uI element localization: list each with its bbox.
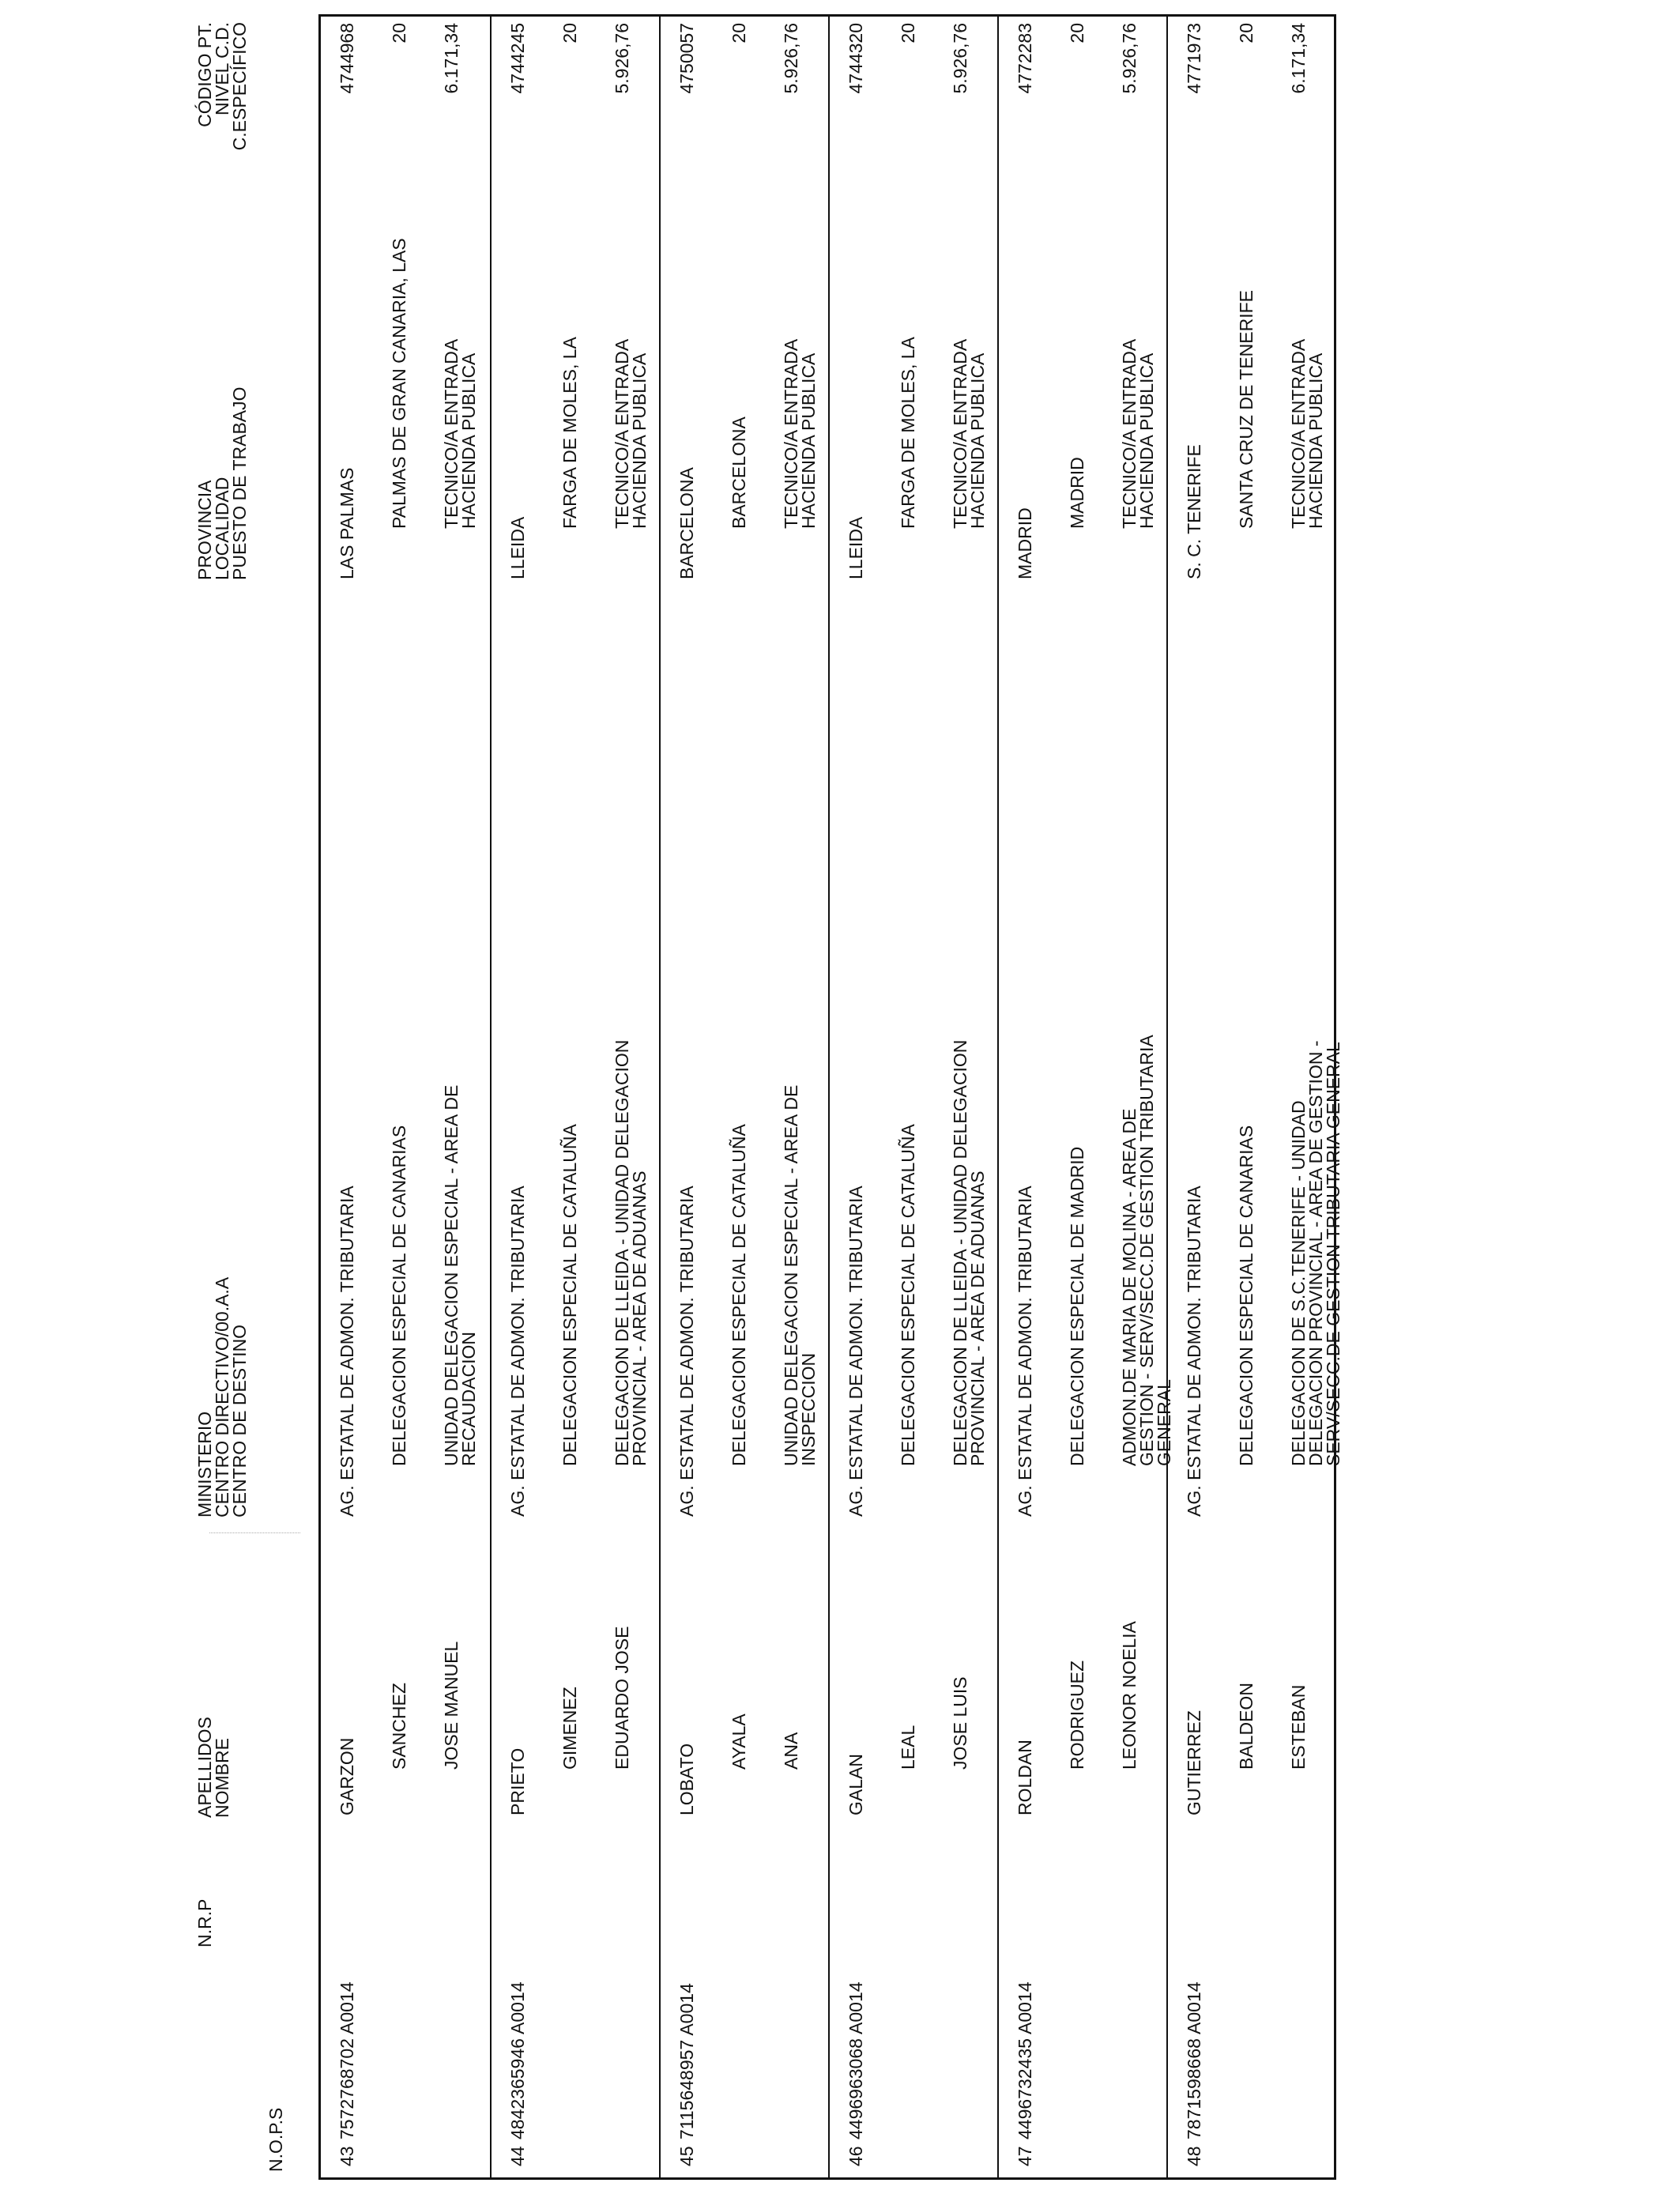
cell-apellido2: SANCHEZ (389, 1683, 409, 1770)
cell-nivel: 20 (1236, 23, 1256, 43)
cell-nrp: 4842365946 A0014 (507, 1981, 528, 2139)
cell-localidad: BARCELONA (729, 417, 749, 529)
cell-puesto: TECNICO/A ENTRADA HACIENDA PUBLICA (781, 340, 819, 529)
cell-apellido2: LEAL (898, 1725, 918, 1770)
header-nops-label: N.O.P.S (266, 2107, 286, 2172)
header-apellidos (196, 1717, 315, 1818)
cell-nrp: 7572768702 A0014 (337, 1981, 357, 2139)
header-divider (209, 1532, 300, 1533)
cell-centro-destino: ADMON.DE MARIA DE MOLINA - AREA DE GESTION - SERV/SECC.DE GESTION TRIBUTARIA GENERAL (1119, 1035, 1174, 1466)
cell-provincia: BARCELONA (676, 467, 697, 579)
cell-codigo: 4744245 (507, 23, 528, 94)
header-centro-directivo-label: CENTRO DIRECTIVO/00.A.A (212, 1276, 232, 1517)
cell-nops: 43 (337, 2146, 357, 2166)
table-row (659, 17, 828, 2177)
cell-apellido1: PRIETO (507, 1747, 528, 1815)
cell-nops: 45 (676, 2146, 697, 2166)
header-centro-destino-label: CENTRO DE DESTINO (229, 1324, 250, 1517)
cell-nombre: JOSE MANUEL (441, 1641, 461, 1770)
cell-centro-directivo: DELEGACION ESPECIAL DE MADRID (1067, 1146, 1087, 1466)
cell-especifico: 6.171,34 (1288, 23, 1309, 94)
cell-apellido1: ROLDAN (1015, 1740, 1035, 1815)
cell-apellido2: AYALA (729, 1713, 749, 1770)
cell-centro-destino: DELEGACION DE LLEIDA - UNIDAD DELEGACION PROVINCIAL - AREA DE ADUANAS (612, 1039, 650, 1466)
cell-nrp: 4496963068 A0014 (846, 1981, 866, 2139)
cell-apellido1: GUTIERREZ (1184, 1710, 1204, 1815)
cell-apellido1: LOBATO (676, 1743, 697, 1815)
cell-provincia: LLEIDA (846, 516, 866, 579)
cell-especifico: 5.926,76 (612, 23, 632, 94)
header-localidad-label: LOCALIDAD (212, 477, 232, 580)
header-codigo (196, 22, 315, 248)
cell-puesto: TECNICO/A ENTRADA HACIENDA PUBLICA (441, 340, 479, 529)
table-row (490, 17, 659, 2177)
cell-codigo: 4771973 (1184, 23, 1204, 94)
cell-centro-destino: UNIDAD DELEGACION ESPECIAL - AREA DE RECAUDACION (441, 1084, 479, 1466)
cell-nrp: 4496732435 A0014 (1015, 1981, 1035, 2139)
records-table (318, 14, 1343, 2180)
cell-nombre: ANA (781, 1732, 801, 1770)
table-row (828, 17, 997, 2177)
header-puesto-label: PUESTO DE TRABAJO (229, 386, 250, 580)
header-nivel-label: NIVEL C.D. (212, 22, 232, 116)
cell-ministerio: AG. ESTATAL DE ADMON. TRIBUTARIA (337, 1186, 357, 1517)
cell-puesto: TECNICO/A ENTRADA HACIENDA PUBLICA (1288, 340, 1326, 529)
cell-ministerio: AG. ESTATAL DE ADMON. TRIBUTARIA (846, 1186, 866, 1517)
cell-puesto: TECNICO/A ENTRADA HACIENDA PUBLICA (950, 340, 988, 529)
table-row (321, 17, 490, 2177)
cell-centro-destino: UNIDAD DELEGACION ESPECIAL - AREA DE INSPECCION (781, 1084, 819, 1466)
cell-especifico: 5.926,76 (950, 23, 970, 94)
cell-nombre: JOSE LUIS (950, 1676, 970, 1770)
table-row (997, 17, 1174, 2177)
table-row (1166, 17, 1343, 2177)
cell-puesto: TECNICO/A ENTRADA HACIENDA PUBLICA (612, 340, 650, 529)
header-nombre-label: NOMBRE (212, 1738, 232, 1818)
cell-centro-destino: DELEGACION DE S.C.TENERIFE - UNIDAD DELEGACION PROVINCIAL - AREA DE GESTION - SERV/SECC.DE GESTION TRIBUTARIA GENERAL (1288, 1040, 1343, 1466)
cell-ministerio: AG. ESTATAL DE ADMON. TRIBUTARIA (1184, 1186, 1204, 1517)
cell-nops: 47 (1015, 2146, 1035, 2166)
cell-centro-destino: DELEGACION DE LLEIDA - UNIDAD DELEGACION PROVINCIAL - AREA DE ADUANAS (950, 1039, 988, 1466)
cell-localidad: SANTA CRUZ DE TENERIFE (1236, 289, 1256, 529)
cell-nivel: 20 (559, 23, 580, 43)
cell-centro-directivo: DELEGACION ESPECIAL DE CANARIAS (389, 1125, 409, 1466)
cell-nivel: 20 (1067, 23, 1087, 43)
cell-apellido2: BALDEON (1236, 1683, 1256, 1770)
cell-nops: 48 (1184, 2146, 1204, 2166)
header-provincia-label: PROVINCIA (194, 480, 215, 580)
cell-localidad: FARGA DE MOLES, LA (559, 337, 580, 529)
cell-codigo: 4750057 (676, 23, 697, 94)
cell-centro-directivo: DELEGACION ESPECIAL DE CATALUÑA (729, 1124, 749, 1466)
cell-especifico: 5.926,76 (1119, 23, 1139, 94)
cell-apellido2: RODRIGUEZ (1067, 1661, 1087, 1770)
cell-centro-directivo: DELEGACION ESPECIAL DE CANARIAS (1236, 1125, 1256, 1466)
cell-provincia: MADRID (1015, 507, 1035, 579)
cell-provincia: LAS PALMAS (337, 467, 357, 579)
cell-centro-directivo: DELEGACION ESPECIAL DE CATALUÑA (559, 1124, 580, 1466)
cell-centro-directivo: DELEGACION ESPECIAL DE CATALUÑA (898, 1124, 918, 1466)
cell-nivel: 20 (389, 23, 409, 43)
header-apellidos-label: APELLIDOS (194, 1717, 215, 1818)
cell-codigo: 4744968 (337, 23, 357, 94)
cell-codigo: 4772283 (1015, 23, 1035, 94)
cell-nombre: EDUARDO JOSE (612, 1626, 632, 1770)
header-provincia (196, 386, 315, 580)
cell-apellido1: GALAN (846, 1754, 866, 1815)
header-ministerio-label: MINISTERIO (194, 1411, 215, 1517)
cell-apellido2: GIMENEZ (559, 1687, 580, 1770)
cell-nivel: 20 (729, 23, 749, 43)
cell-apellido1: GARZON (337, 1737, 357, 1815)
cell-nops: 46 (846, 2146, 866, 2166)
cell-localidad: MADRID (1067, 457, 1087, 529)
cell-localidad: PALMAS DE GRAN CANARIA, LAS (389, 238, 409, 529)
header-codigo-label: CÓDIGO PT. (194, 22, 215, 127)
cell-nrp: 7871598668 A0014 (1184, 1981, 1204, 2139)
header-nrp (196, 1899, 315, 1947)
cell-nops: 44 (507, 2146, 528, 2166)
cell-ministerio: AG. ESTATAL DE ADMON. TRIBUTARIA (676, 1186, 697, 1517)
cell-provincia: LLEIDA (507, 516, 528, 579)
cell-especifico: 6.171,34 (441, 23, 461, 94)
cell-especifico: 5.926,76 (781, 23, 801, 94)
cell-nivel: 20 (898, 23, 918, 43)
cell-ministerio: AG. ESTATAL DE ADMON. TRIBUTARIA (1015, 1186, 1035, 1517)
cell-codigo: 4744320 (846, 23, 866, 94)
cell-provincia: S. C. TENERIFE (1184, 444, 1204, 579)
header-ministerio (196, 1277, 315, 1517)
cell-puesto: TECNICO/A ENTRADA HACIENDA PUBLICA (1119, 340, 1157, 529)
cell-nombre: LEONOR NOELIA (1119, 1621, 1139, 1770)
cell-ministerio: AG. ESTATAL DE ADMON. TRIBUTARIA (507, 1186, 528, 1517)
cell-nrp: 7115648957 A0014 (676, 1983, 697, 2139)
cell-localidad: FARGA DE MOLES, LA (898, 337, 918, 529)
cell-nombre: ESTEBAN (1288, 1684, 1309, 1770)
header-nrp-label: N.R.P (194, 1898, 215, 1947)
header-especifico-label: C.ESPECÍFICO (229, 22, 250, 151)
